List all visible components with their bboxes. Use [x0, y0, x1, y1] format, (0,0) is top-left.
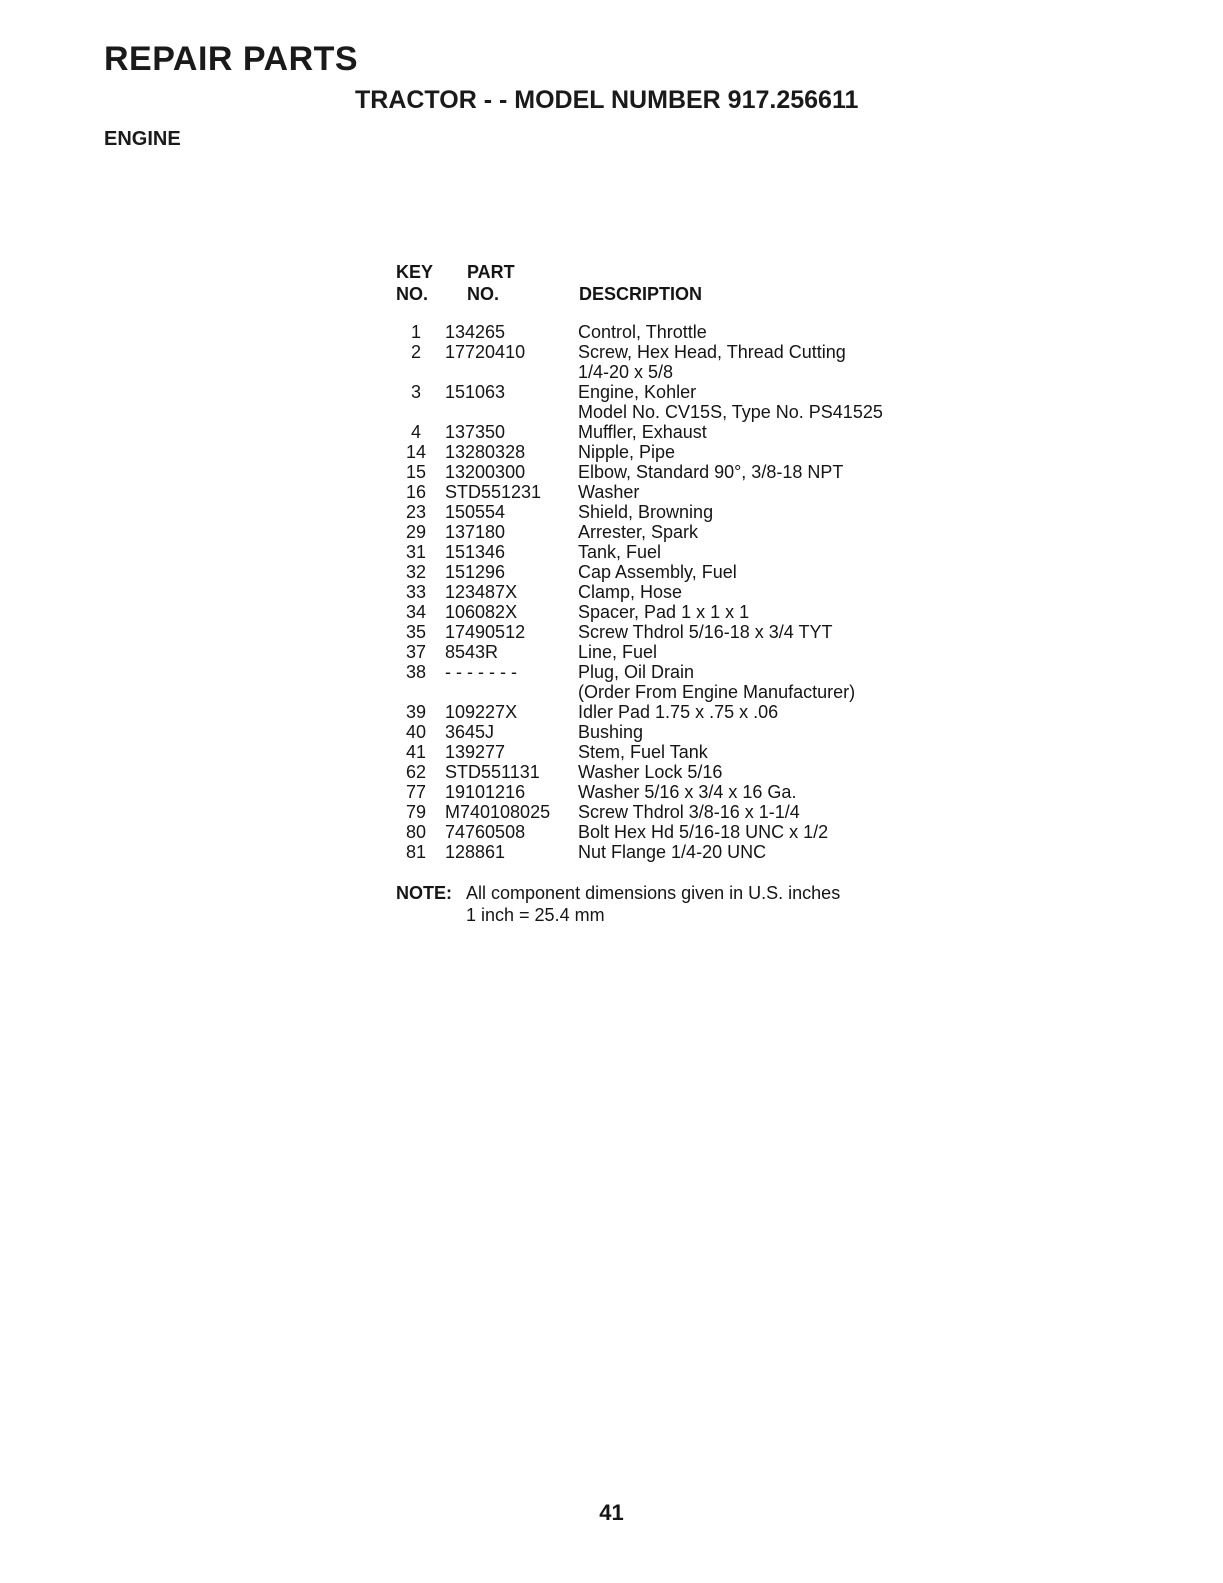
table-row	[396, 542, 956, 562]
part-number: 150554	[445, 502, 506, 522]
description-line: Arrester, Spark	[578, 522, 699, 542]
part-number: 123487X	[445, 582, 518, 602]
part-description	[578, 562, 956, 582]
part-description	[578, 482, 956, 502]
description-line: Washer 5/16 x 3/4 x 16 Ga.	[578, 782, 797, 802]
part-description	[578, 602, 956, 622]
part-number: 128861	[445, 842, 506, 862]
part-number: 19101216	[445, 782, 526, 802]
description-line: Screw, Hex Head, Thread Cutting	[578, 342, 846, 362]
table-row	[396, 382, 956, 422]
description-line: Stem, Fuel Tank	[578, 742, 708, 762]
part-description	[578, 582, 956, 602]
description-line: Line, Fuel	[578, 642, 658, 662]
parts-rows	[396, 322, 956, 862]
key-number: 37	[405, 642, 427, 662]
parts-list	[396, 262, 956, 862]
part-description	[578, 342, 956, 382]
description-line: Idler Pad 1.75 x .75 x .06	[578, 702, 779, 722]
table-row	[396, 802, 956, 822]
part-number: M740108025	[445, 802, 551, 822]
description-line: Model No. CV15S, Type No. PS41525	[578, 402, 883, 422]
table-row	[396, 442, 956, 462]
description-line: Washer	[578, 482, 640, 502]
key-number: 3	[410, 382, 421, 402]
key-number: 1	[410, 322, 421, 342]
note-line-2: 1 inch = 25.4 mm	[466, 905, 605, 925]
table-row	[396, 822, 956, 842]
key-number: 31	[405, 542, 427, 562]
part-description	[578, 822, 956, 842]
description-line: Screw Thdrol 3/8-16 x 1-1/4	[578, 802, 800, 822]
description-line: Control, Throttle	[578, 322, 707, 342]
description-line: Nipple, Pipe	[578, 442, 676, 462]
key-number: 4	[410, 422, 421, 442]
part-number: 137180	[445, 522, 506, 542]
key-number: 39	[405, 702, 427, 722]
part-description	[578, 462, 956, 482]
part-number: 3645J	[445, 722, 495, 742]
part-number: 151346	[445, 542, 506, 562]
description-line: Engine, Kohler	[578, 382, 697, 402]
part-number: 137350	[445, 422, 506, 442]
table-row	[396, 322, 956, 342]
key-number: 33	[405, 582, 427, 602]
note-line-1: All component dimensions given in U.S. inches	[466, 883, 841, 903]
description-line: Clamp, Hose	[578, 582, 683, 602]
part-no-header-line1: PART	[467, 262, 515, 282]
table-row	[396, 622, 956, 642]
part-number: STD551231	[445, 482, 542, 502]
table-row	[396, 702, 956, 722]
key-number: 34	[405, 602, 427, 622]
table-row	[396, 762, 956, 782]
part-number: - - - - - - -	[445, 662, 517, 682]
page-title: REPAIR PARTS	[104, 40, 359, 78]
key-no-header-line1: KEY	[396, 262, 434, 282]
table-row	[396, 422, 956, 442]
key-number: 41	[405, 742, 427, 762]
part-description	[578, 642, 956, 662]
description-line: Nut Flange 1/4-20 UNC	[578, 842, 767, 862]
table-row	[396, 582, 956, 602]
description-line: Muffler, Exhaust	[578, 422, 707, 442]
parts-list-header	[396, 262, 956, 308]
key-number: 80	[405, 822, 427, 842]
table-row	[396, 782, 956, 802]
description-line: (Order From Engine Manufacturer)	[578, 682, 856, 702]
key-number: 23	[405, 502, 427, 522]
part-description	[578, 442, 956, 462]
part-description	[578, 782, 956, 802]
table-row	[396, 662, 956, 702]
description-header: DESCRIPTION	[579, 284, 703, 304]
part-description	[578, 702, 956, 722]
key-number: 40	[405, 722, 427, 742]
part-description	[578, 722, 956, 742]
key-number: 62	[405, 762, 427, 782]
table-row	[396, 562, 956, 582]
table-row	[396, 722, 956, 742]
key-number: 2	[410, 342, 421, 362]
part-description	[578, 622, 956, 642]
part-description	[578, 742, 956, 762]
description-line: Screw Thdrol 5/16-18 x 3/4 TYT	[578, 622, 833, 642]
part-description	[578, 322, 956, 342]
key-number: 32	[405, 562, 427, 582]
note	[396, 882, 840, 926]
part-description	[578, 502, 956, 522]
key-number: 15	[405, 462, 427, 482]
section-heading: ENGINE	[104, 128, 181, 150]
key-number: 38	[405, 662, 427, 682]
part-number: 134265	[445, 322, 506, 342]
table-row	[396, 462, 956, 482]
key-no-header-line2: NO.	[396, 284, 429, 304]
part-no-header-line2: NO.	[467, 284, 500, 304]
part-number: 8543R	[445, 642, 499, 662]
part-number: 139277	[445, 742, 506, 762]
part-description	[578, 762, 956, 782]
table-row	[396, 602, 956, 622]
description-line: Shield, Browning	[578, 502, 714, 522]
description-line: Washer Lock 5/16	[578, 762, 723, 782]
table-row	[396, 742, 956, 762]
part-number: STD551131	[445, 762, 540, 782]
description-line: Cap Assembly, Fuel	[578, 562, 737, 582]
table-row	[396, 642, 956, 662]
description-line: Spacer, Pad 1 x 1 x 1	[578, 602, 750, 622]
table-row	[396, 842, 956, 862]
part-description	[578, 842, 956, 862]
part-number: 109227X	[445, 702, 518, 722]
description-line: 1/4-20 x 5/8	[578, 362, 674, 382]
key-number: 35	[405, 622, 427, 642]
part-number: 151063	[445, 382, 506, 402]
key-number: 16	[405, 482, 427, 502]
description-line: Plug, Oil Drain	[578, 662, 695, 682]
part-description	[578, 422, 956, 442]
description-line: Bolt Hex Hd 5/16-18 UNC x 1/2	[578, 822, 829, 842]
part-description	[578, 542, 956, 562]
key-number: 29	[405, 522, 427, 542]
part-number: 17490512	[445, 622, 526, 642]
table-row	[396, 502, 956, 522]
part-description	[578, 382, 956, 422]
table-row	[396, 522, 956, 542]
part-number: 17720410	[445, 342, 526, 362]
description-line: Bushing	[578, 722, 644, 742]
part-description	[578, 802, 956, 822]
part-number: 13280328	[445, 442, 526, 462]
part-number: 74760508	[445, 822, 526, 842]
model-subtitle: TRACTOR - - MODEL NUMBER 917.256611	[355, 86, 859, 114]
part-number: 106082X	[445, 602, 518, 622]
description-line: Tank, Fuel	[578, 542, 662, 562]
page-number: 41	[599, 1500, 624, 1525]
key-number: 77	[405, 782, 427, 802]
note-label: NOTE:	[396, 883, 452, 903]
description-line: Elbow, Standard 90°, 3/8-18 NPT	[578, 462, 844, 482]
part-number: 13200300	[445, 462, 526, 482]
table-row	[396, 482, 956, 502]
part-description	[578, 662, 956, 702]
part-number: 151296	[445, 562, 506, 582]
key-number: 14	[405, 442, 427, 462]
key-number: 81	[405, 842, 427, 862]
key-number: 79	[405, 802, 427, 822]
part-description	[578, 522, 956, 542]
table-row	[396, 342, 956, 382]
